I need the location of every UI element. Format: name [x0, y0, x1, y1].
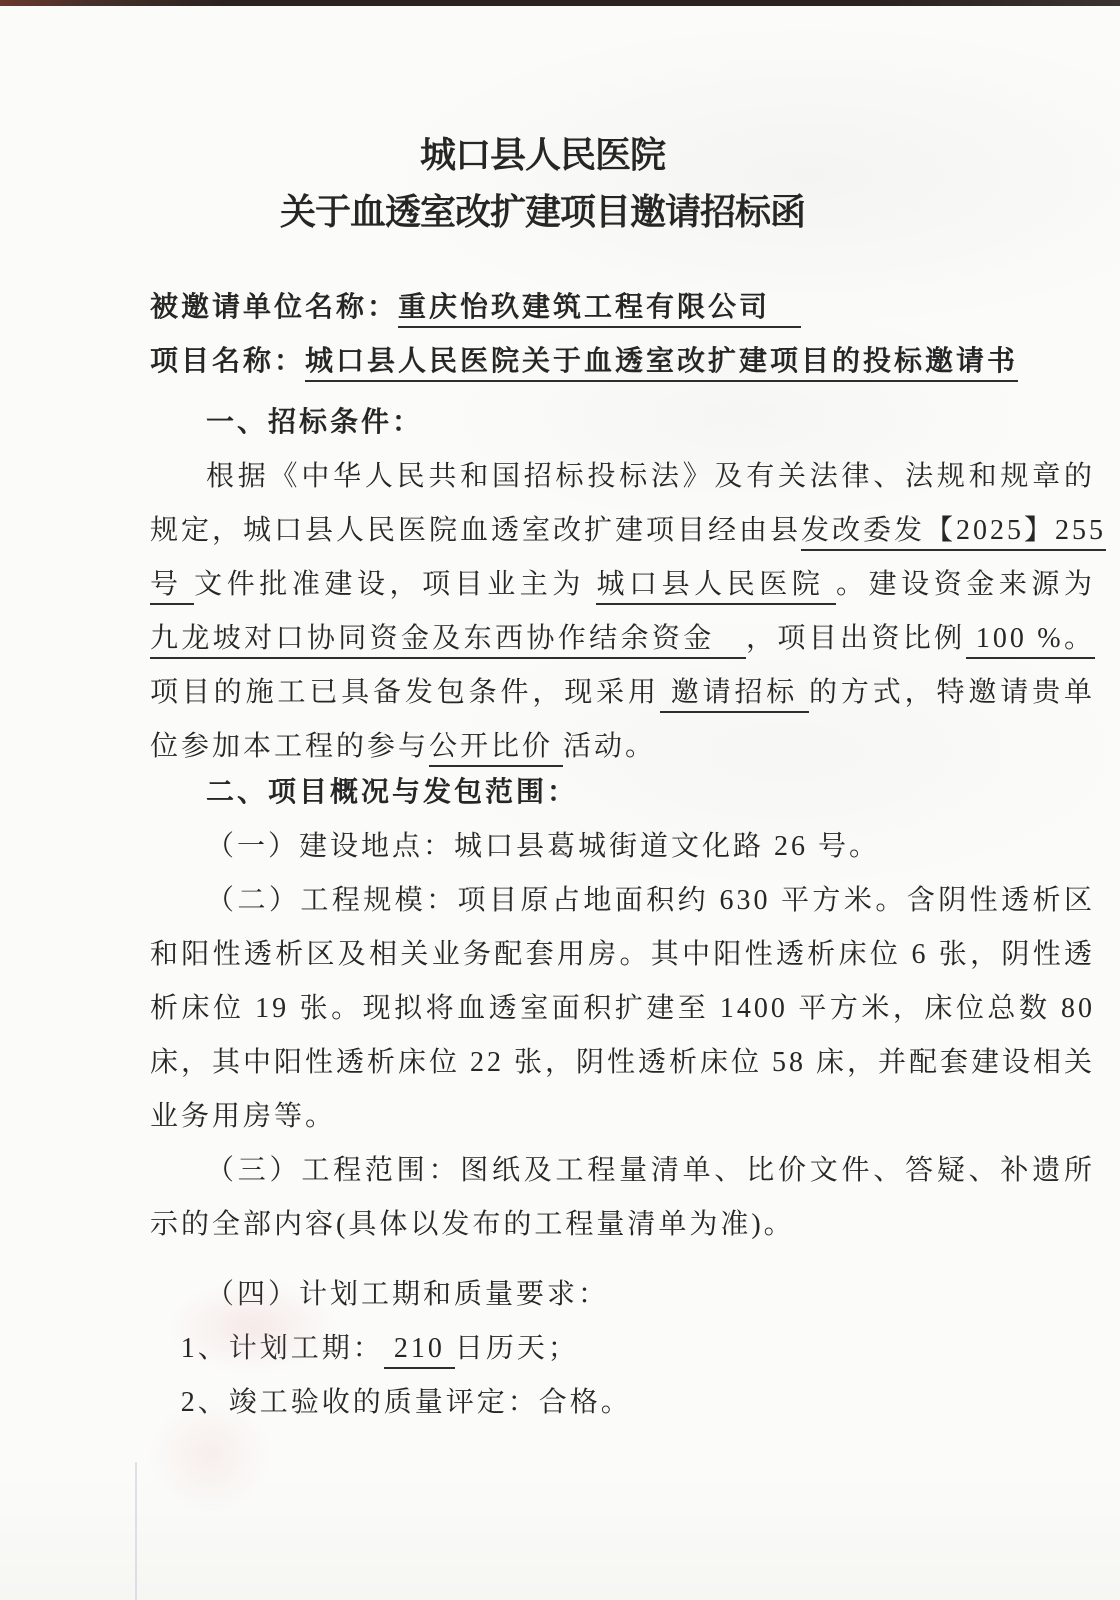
text-segment: （三）工程范围：图纸及工程量清单、比价文件、答疑、补遗所 — [206, 1155, 1095, 1186]
text-segment: 位参加本工程的参与 — [150, 731, 430, 762]
text-segment: 文件批准建设，项目业主为 — [194, 569, 597, 600]
section-2-heading — [150, 766, 1095, 820]
crease-line-artifact — [135, 1462, 137, 1600]
underlined-text: 重庆怡玖建筑工程有限公司 — [398, 292, 801, 328]
text-segment: ，项目出资比例 — [745, 623, 966, 654]
section-4-subheading — [150, 1268, 1095, 1322]
project-name-field — [150, 335, 1095, 389]
underlined-text: 邀请招标 — [660, 677, 809, 713]
body-line — [150, 1036, 1095, 1090]
body-line — [150, 504, 1107, 558]
text-segment: 规定，城口县人民医院血透室改扩建项目经由县 — [150, 515, 802, 546]
text-segment: 和阳性透析区及相关业务配套用房。其中阳性透析床位 6 张，阴性透 — [150, 939, 1095, 970]
body-line — [150, 928, 1095, 982]
body-line — [150, 1198, 1095, 1252]
body-line — [150, 1144, 1095, 1198]
section-1-heading — [150, 396, 1095, 450]
invited-company-field — [150, 281, 1095, 335]
text-segment: （二）工程规模：项目原占地面积约 630 平方米。含阴性透析区 — [206, 885, 1095, 916]
text-segment: 被邀请单位名称： — [150, 292, 399, 323]
document-content — [150, 0, 1107, 1430]
text-segment: 示的全部内容(具体以发布的工程量清单为准)。 — [150, 1209, 795, 1240]
text-segment: 关于血透室改扩建项目邀请招标函 — [279, 192, 805, 232]
underlined-text: 九龙坡对口协同资金及东西协作结余资金 — [150, 623, 746, 659]
text-segment: 。建设资金来源为 — [836, 569, 1095, 600]
text-segment: 二、项目概况与发包范围： — [206, 777, 579, 808]
numbered-item — [150, 1376, 1095, 1430]
underlined-text: 号 — [150, 569, 194, 605]
body-line — [150, 874, 1095, 928]
body-line — [150, 558, 1095, 612]
body-line — [150, 666, 1095, 720]
text-segment: （一）建设地点：城口县葛城街道文化路 26 号。 — [206, 831, 881, 862]
text-segment: 根据《中华人民共和国招标投标法》及有关法律、法规和规章的 — [206, 461, 1095, 492]
body-line — [150, 820, 1095, 874]
text-segment: 活动。 — [563, 731, 657, 762]
body-line — [150, 612, 1095, 666]
underlined-text: 城口县人民医院关于血透室改扩建项目的投标邀请书 — [305, 346, 1018, 382]
text-segment: 一、招标条件： — [206, 407, 424, 438]
underlined-text: 公开比价 — [429, 731, 563, 767]
text-segment: 日历天； — [454, 1333, 579, 1364]
numbered-item — [150, 1322, 1095, 1376]
text-segment: 析床位 19 张。现拟将血透室面积扩建至 1400 平方米，床位总数 80 — [150, 993, 1095, 1024]
text-segment: 床，其中阳性透析床位 22 张，阴性透析床位 58 床，并配套建设相关 — [150, 1047, 1096, 1078]
text-segment: 项目名称： — [150, 346, 306, 377]
underlined-text: 210 — [384, 1333, 455, 1369]
underlined-text: 发改委发【2025】255 — [801, 515, 1106, 551]
text-segment: 城口县人民医院 — [419, 135, 665, 175]
text-segment: 业务用房等。 — [150, 1101, 337, 1132]
body-line — [150, 1090, 1095, 1144]
underlined-text: 城口县人民医院 — [596, 569, 836, 605]
doc-title-line-2 — [150, 188, 935, 236]
body-line — [150, 982, 1095, 1036]
text-segment: 项目的施工已具备发包条件，现采用 — [150, 677, 660, 708]
doc-title-line-1 — [150, 131, 935, 179]
text-segment: （四）计划工期和质量要求： — [206, 1279, 610, 1310]
underlined-text: 100 %。 — [966, 623, 1095, 659]
text-segment: 的方式，特邀请贵单 — [809, 677, 1095, 708]
body-line — [150, 450, 1095, 504]
text-segment: 1、计划工期： — [180, 1333, 384, 1364]
text-segment: 2、竣工验收的质量评定：合格。 — [180, 1387, 632, 1418]
